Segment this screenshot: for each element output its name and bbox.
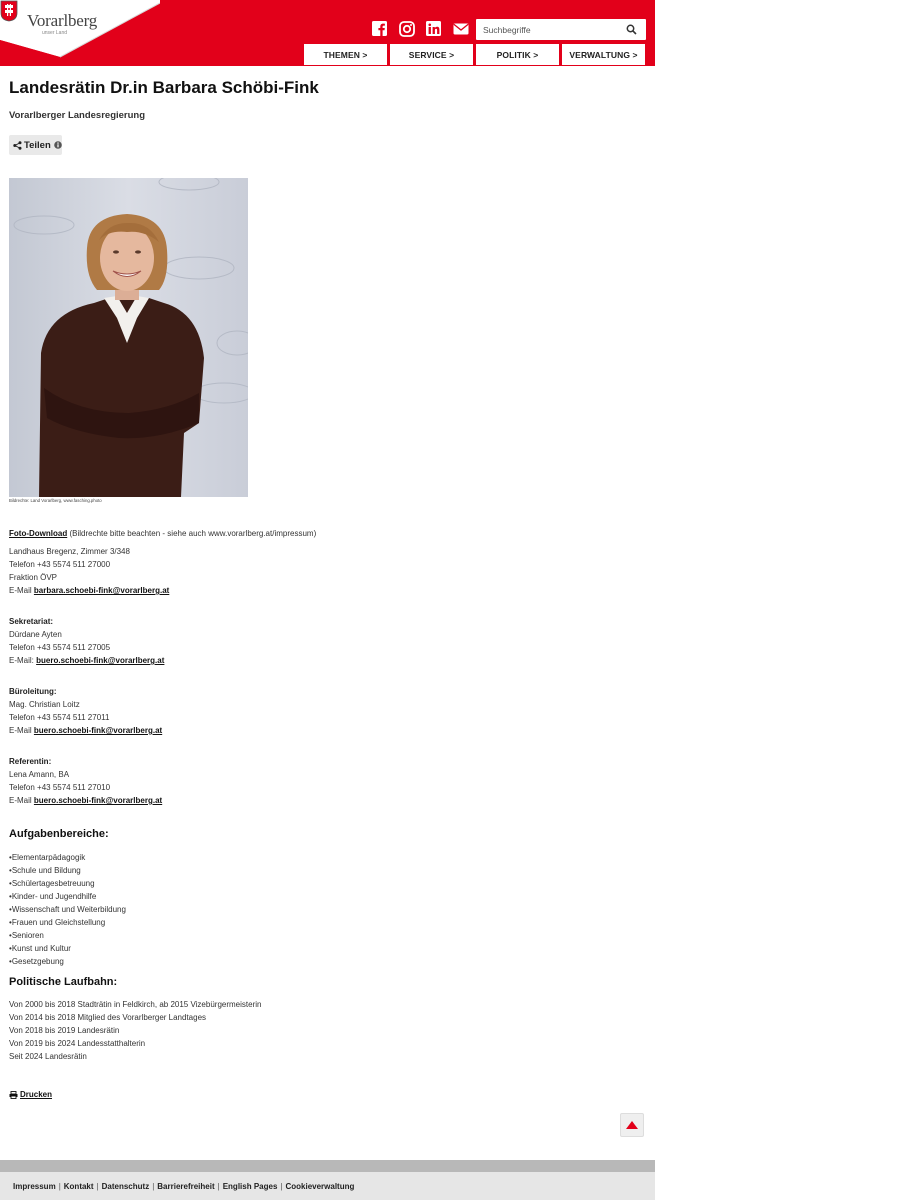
contact-phone: Telefon +43 5574 511 27000: [9, 560, 111, 569]
footer-separator: |: [217, 1181, 220, 1191]
coat-of-arms-icon: [0, 0, 18, 22]
mail-icon[interactable]: [452, 20, 470, 38]
instagram-icon[interactable]: [398, 20, 416, 38]
search-input[interactable]: [476, 19, 621, 40]
footer-link-impressum[interactable]: Impressum: [13, 1181, 56, 1191]
share-label: Teilen: [24, 139, 51, 151]
site-header: [0, 0, 655, 66]
responsibilities-heading: Aufgabenbereiche:: [9, 828, 109, 840]
nav-politik[interactable]: POLITIK >: [476, 44, 559, 65]
staff-role: Sekretariat:: [9, 617, 54, 626]
photo-download-link[interactable]: Foto-Download: [9, 529, 68, 538]
contact-email-line: [9, 584, 169, 597]
career-entry: Von 2018 bis 2019 Landesrätin: [9, 1026, 120, 1035]
contact-address: Landhaus Bregenz, Zimmer 3/348: [9, 547, 130, 556]
footer-link-datenschutz[interactable]: Datenschutz: [101, 1181, 150, 1191]
footer-bar: [0, 1160, 655, 1172]
staff-phone: Telefon +43 5574 511 27010: [9, 783, 111, 792]
staff-phone: Telefon +43 5574 511 27005: [9, 643, 111, 652]
photo-download-note: (Bildrechte bitte beachten - siehe auch www.vorarlberg.at/impressum): [69, 529, 317, 538]
portrait-photo: [9, 178, 248, 497]
page-title: Landesrätin Dr.in Barbara Schöbi-Fink: [9, 78, 319, 97]
list-item: • Wissenschaft und Weiterbildung: [9, 903, 126, 916]
print-label: Drucken: [20, 1090, 53, 1099]
list-item: • Senioren: [9, 929, 126, 942]
career-heading: Politische Laufbahn:: [9, 976, 118, 988]
facebook-icon[interactable]: [371, 20, 389, 38]
email-prefix: E-Mail: [9, 726, 32, 735]
site-footer: [0, 1172, 655, 1200]
staff-name: Dürdane Ayten: [9, 630, 62, 639]
footer-link-cookies[interactable]: Cookieverwaltung: [285, 1181, 355, 1191]
email-prefix: E-Mail: [9, 586, 32, 595]
footer-separator: |: [96, 1181, 99, 1191]
linkedin-icon[interactable]: [425, 20, 443, 38]
footer-separator: |: [152, 1181, 155, 1191]
staff-phone: Telefon +43 5574 511 27011: [9, 713, 110, 722]
career-entry: Seit 2024 Landesrätin: [9, 1052, 87, 1061]
staff-role: Referentin:: [9, 757, 52, 766]
contact-faction: Fraktion ÖVP: [9, 573, 58, 582]
logo-text: Vorarlberg: [27, 11, 98, 30]
search-icon[interactable]: [626, 24, 637, 35]
footer-separator: |: [58, 1181, 61, 1191]
staff-office-head: [9, 685, 162, 737]
list-item: • Frauen und Gleichstellung: [9, 916, 126, 929]
staff-name: Lena Amann, BA: [9, 770, 70, 779]
page-subtitle: Vorarlberger Landesregierung: [9, 110, 146, 121]
staff-name: Mag. Christian Loitz: [9, 700, 80, 709]
share-button[interactable]: [9, 135, 62, 155]
footer-link-english[interactable]: English Pages: [222, 1181, 278, 1191]
photo-download-line: [9, 527, 316, 540]
search-box: [476, 19, 646, 40]
logo-tagline: unser Land: [42, 30, 68, 36]
list-item: • Schülertagesbetreuung: [9, 877, 126, 890]
email-prefix: E-Mail: [9, 796, 32, 805]
footer-link-barrierefreiheit[interactable]: Barrierefreiheit: [157, 1181, 215, 1191]
footer-link-kontakt[interactable]: Kontakt: [63, 1181, 94, 1191]
site-logo[interactable]: [0, 0, 160, 66]
print-link[interactable]: [9, 1090, 52, 1099]
career-list: [9, 998, 261, 1063]
footer-separator: |: [280, 1181, 283, 1191]
email-prefix: E-Mail:: [9, 656, 34, 665]
staff-email-line: [9, 794, 162, 807]
list-item: • Kinder- und Jugendhilfe: [9, 890, 126, 903]
list-item: • Kunst und Kultur: [9, 942, 126, 955]
career-entry: Von 2000 bis 2018 Stadträtin in Feldkirch, ab 2015 Vizebürgermeisterin: [9, 1000, 262, 1009]
career-entry: Von 2019 bis 2024 Landesstatthalterin: [9, 1039, 146, 1048]
responsibilities-list: [9, 851, 126, 968]
staff-email-link[interactable]: buero.schoebi-fink@vorarlberg.at: [33, 726, 163, 735]
staff-email-link[interactable]: buero.schoebi-fink@vorarlberg.at: [36, 656, 165, 665]
staff-email-line: [9, 654, 164, 667]
arrow-up-icon: [626, 1121, 638, 1129]
nav-service[interactable]: SERVICE >: [390, 44, 473, 65]
career-entry: Von 2014 bis 2018 Mitglied des Vorarlberger Landtages: [9, 1013, 207, 1022]
main-navigation: [304, 44, 645, 65]
nav-verwaltung[interactable]: VERWALTUNG >: [562, 44, 645, 65]
photo-credit: Bildrechte: Land Vorarlberg, www.fasching.photo: [9, 498, 102, 503]
nav-themen[interactable]: THEMEN >: [304, 44, 387, 65]
list-item: • Gesetzgebung: [9, 955, 126, 968]
back-to-top-button[interactable]: [620, 1113, 644, 1137]
staff-secretary: [9, 615, 164, 667]
contact-email-link[interactable]: barbara.schoebi-fink@vorarlberg.at: [33, 586, 170, 595]
staff-email-line: [9, 724, 162, 737]
contact-block: [9, 545, 169, 597]
staff-advisor: [9, 755, 162, 807]
list-item: • Schule und Bildung: [9, 864, 126, 877]
printer-icon: [9, 1091, 18, 1099]
info-icon: [54, 141, 62, 149]
staff-email-link[interactable]: buero.schoebi-fink@vorarlberg.at: [33, 796, 163, 805]
logo-shape: [0, 0, 160, 66]
staff-role: Büroleitung:: [9, 687, 57, 696]
share-icon: [13, 141, 22, 150]
list-item: • Elementarpädagogik: [9, 851, 126, 864]
portrait-illustration: [9, 178, 248, 497]
